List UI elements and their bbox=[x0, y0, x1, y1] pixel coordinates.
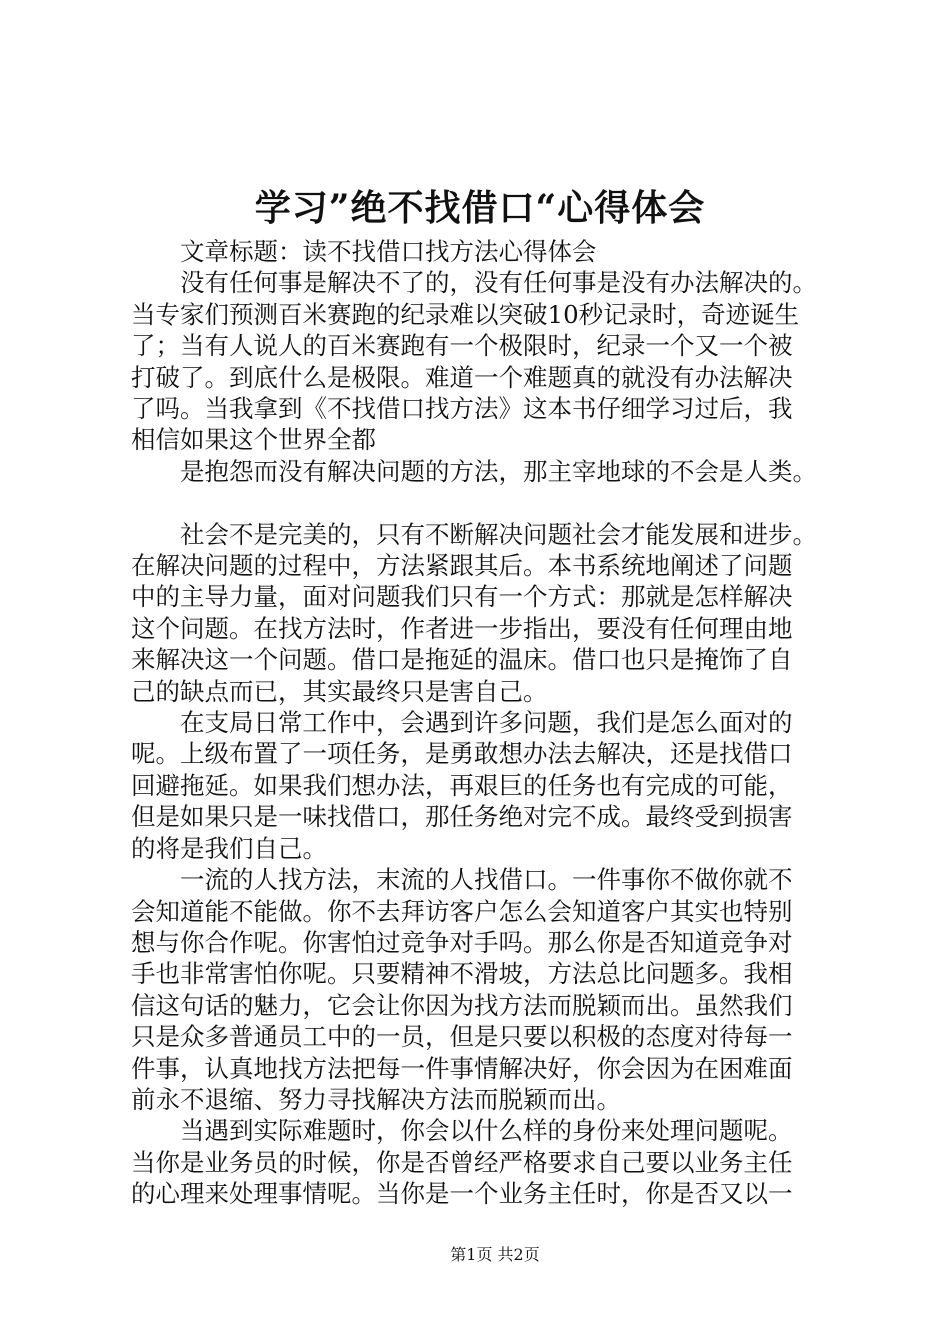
paragraph: 社会不是完美的，只有不断解决问题社会才能发展和进步。 在解决问题的过程中，方法紧跟其后。本书系统地阐述了问题 中的主导力量，面对问题我们只有一个方式：那就是怎样解决 这个问题。在找方法时，作者进一步指出，要没有任何理由地 来解决这一个问题。借口是拖延的温床。借口也只是掩饰了自 己的缺点而已，其实最终只是害自己。 bbox=[131, 519, 817, 706]
paragraph: 一流的人找方法，末流的人找借口。一件事你不做你就不 会知道能不能做。你不去拜访客户怎么会知道客户其实也特别 想与你合作呢。你害怕过竞争对手吗。那么你是否知道竞争对 手也非常害怕你呢。只要精神不滑坡，方法总比问题多。我相 信这句话的魅力，它会让你因为找方法而脱颖而出。虽然我们 只是众多普通员工中的一员，但是只要以积极的态度对待每一 件事，认真地找方法把每一件事情解决好，你会因为在困难面 前永不退缩、努力寻找解决方法而脱颖而出。 bbox=[131, 865, 793, 1114]
document-body bbox=[131, 236, 859, 1210]
blank-line bbox=[131, 487, 859, 518]
page-number-footer: 第1页 共2页 bbox=[450, 1245, 540, 1264]
paragraph: 没有任何事是解决不了的，没有任何事是没有办法解决的。 当专家们预测百米赛跑的纪录难以突破10秒记录时，奇迹诞生 了；当有人说人的百米赛跑有一个极限时，纪录一个又一个被 打破了。到底什么是极限。难道一个难题真的就没有办法解决 了吗。当我拿到《不找借口找方法》这本书仔细学习过后，我 相信如果这个世界全都 bbox=[131, 268, 817, 455]
paragraph: 当遇到实际难题时，你会以什么样的身份来处理问题呢。 当你是业务员的时候，你是否曾经严格要求自己要以业务主任 的心理来处理事情呢。当你是一个业务主任时，你是否又以一 bbox=[131, 1116, 793, 1209]
paragraph: 在支局日常工作中，会遇到许多问题，我们是怎么面对的 呢。上级布置了一项任务，是勇敢想办法去解决，还是找借口 回避拖延。如果我们想办法，再艰巨的任务也有完成的可能， 但是如果只是一味找借口，那任务绝对完不成。最终受到损害 的将是我们自己。 bbox=[131, 708, 793, 863]
article-heading-line: 文章标题：读不找借口找方法心得体会 bbox=[180, 237, 597, 266]
document-title: 学习”绝不找借口“心得体会 bbox=[254, 187, 706, 229]
paragraph: 是抱怨而没有解决问题的方法，那主宰地球的不会是人类。 bbox=[180, 456, 817, 486]
